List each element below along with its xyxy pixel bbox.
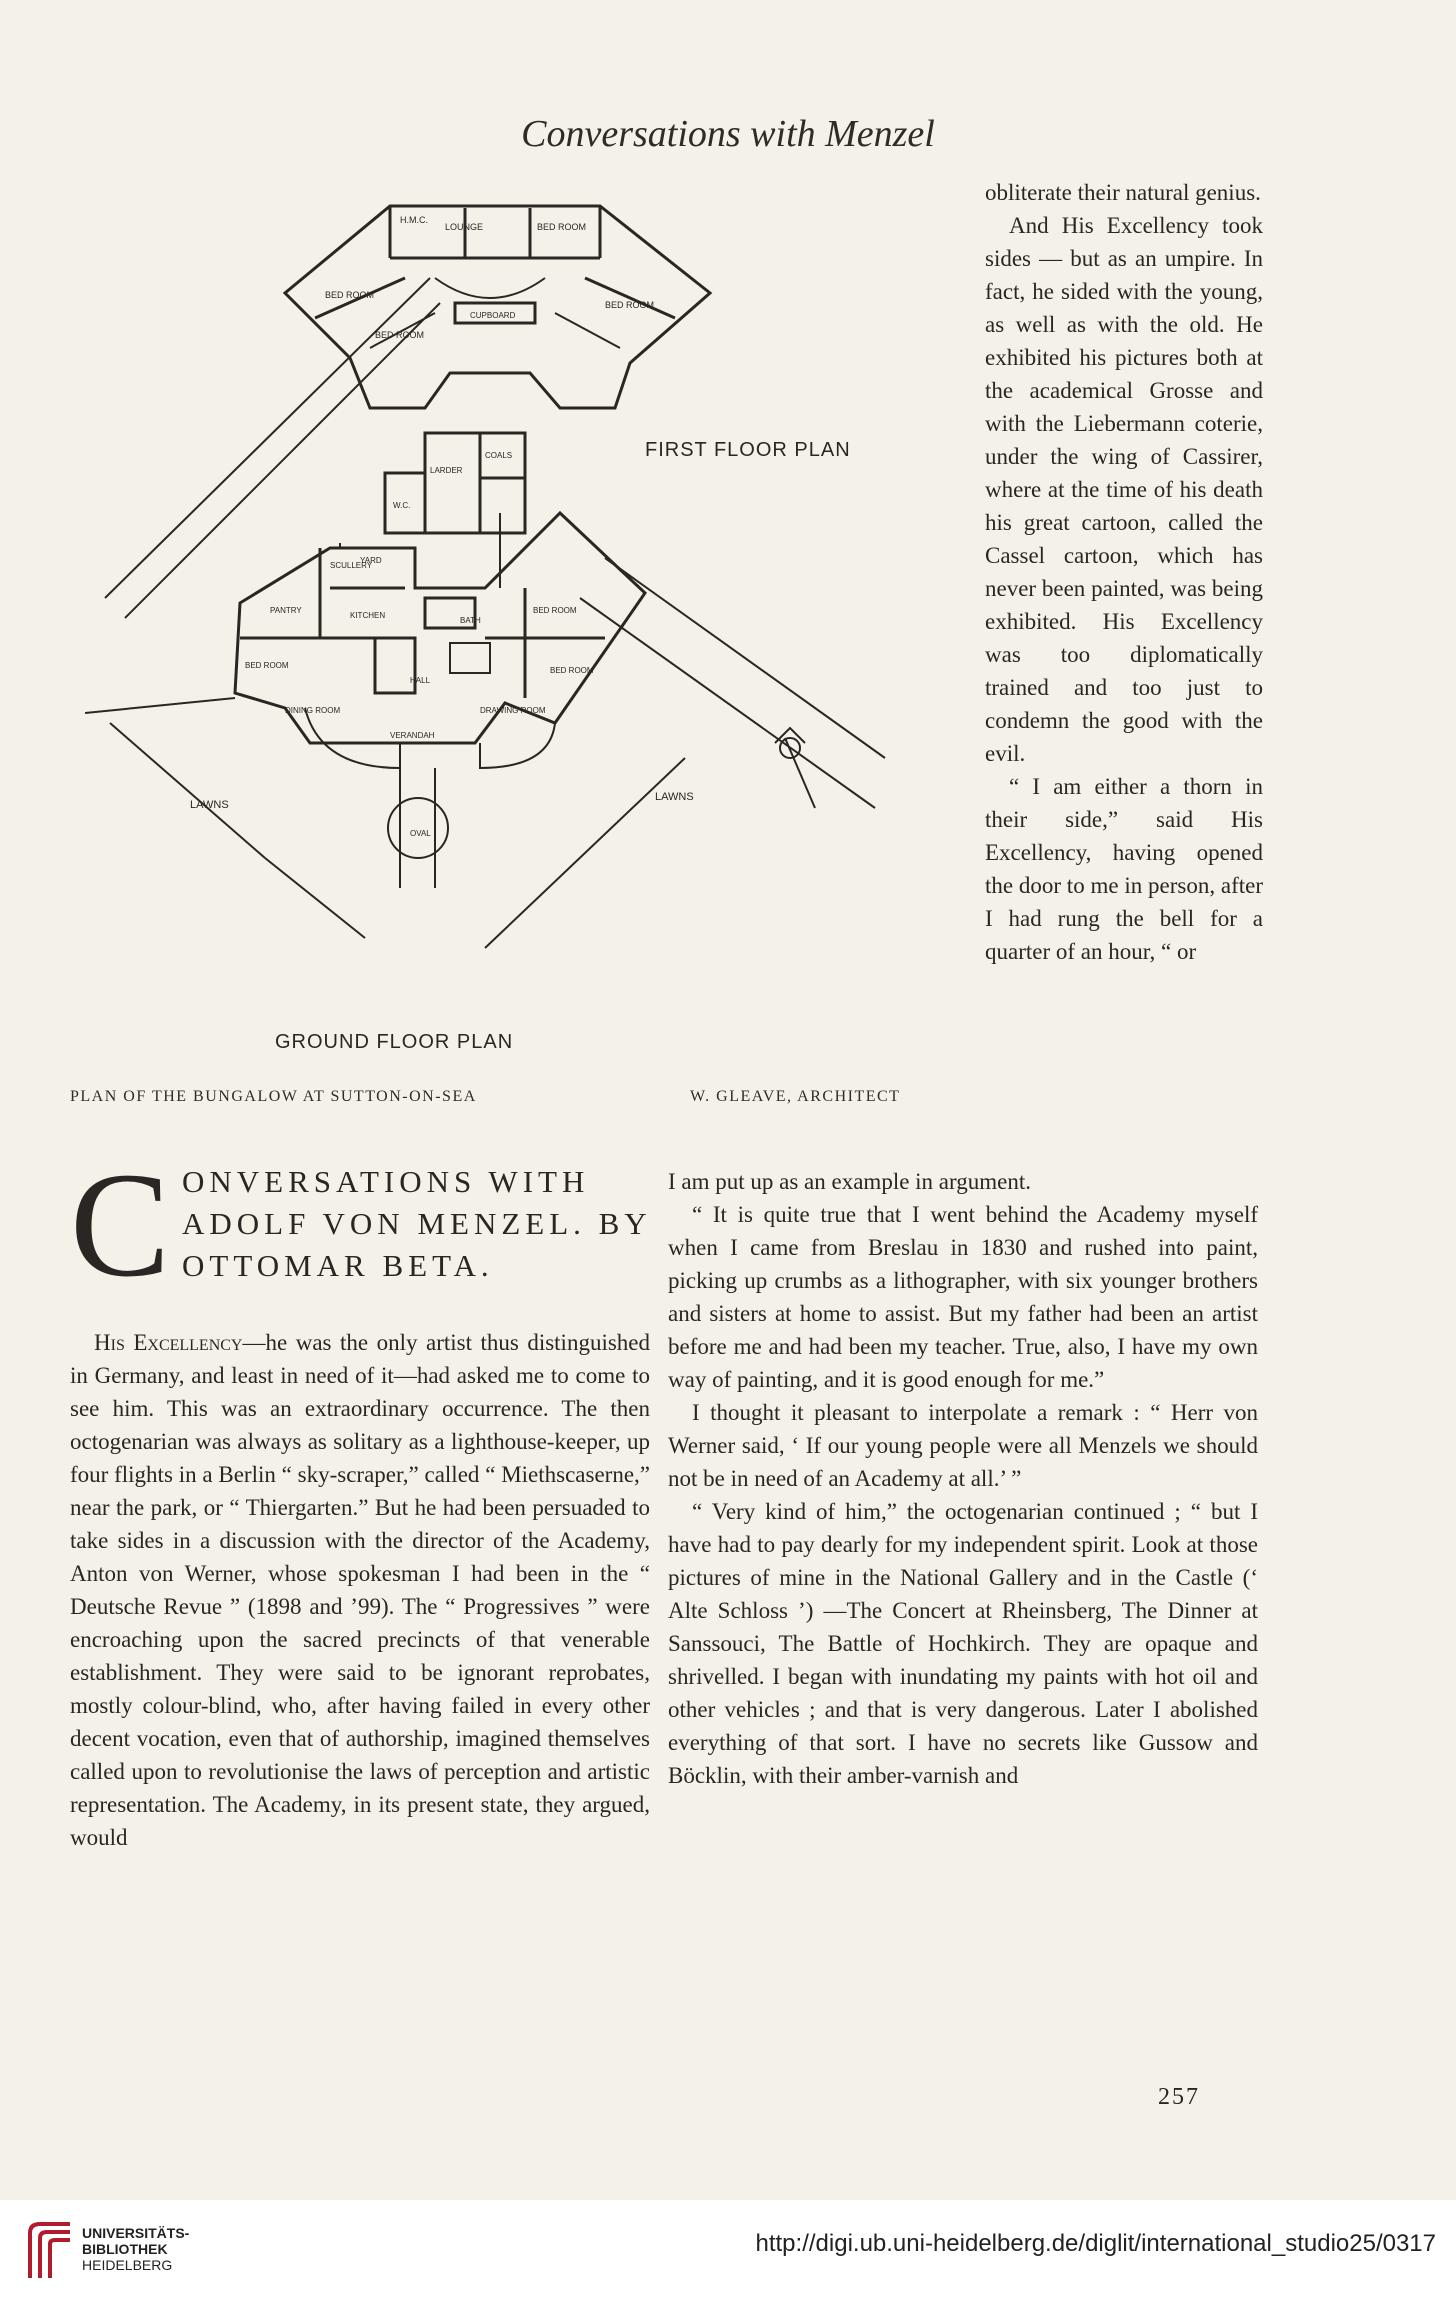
library-logo-icon [20, 2218, 80, 2286]
outbuildings [385, 433, 525, 533]
room-label-cupboard: CUPBOARD [470, 311, 516, 320]
title-line-1: ONVERSATIONS WITH [182, 1164, 590, 1199]
room-label-bed-2: BED ROOM [325, 290, 375, 300]
paragraph [70, 1326, 650, 1854]
paragraph: “ It is quite true that I went behind the Academy myself when I came from Breslau in 1830 and rushed into paint, picking up crumbs as a lithographer, with six younger brothers and sisters at home to assist. But my father had been an artist before me and had been my teacher. True, also, I have my own way of painting, and it is good enough for me.” [668, 1202, 1258, 1392]
paragraph: “ I am either a thorn in their side,” said His Excellency, having opened the door to me in person, after I had rung the bell for a quarter of an hour, “ or [985, 774, 1263, 964]
room-label-kitchen: KITCHEN [350, 611, 386, 620]
left-column [70, 1326, 650, 1854]
room-label-hmc: H.M.C. [400, 215, 428, 225]
title-line-2: ADOLF VON MENZEL. BY [182, 1206, 652, 1241]
room-label-bed-g3: BED ROOM [550, 666, 594, 675]
title-line-3: OTTOMAR BETA. [182, 1248, 494, 1283]
lead-in: His Excellency [94, 1330, 243, 1355]
room-label-dining: DINING ROOM [285, 706, 341, 715]
room-label-bath: BATH [460, 616, 481, 625]
room-label-oval: OVAL [410, 829, 431, 838]
room-label-bed-g2: BED ROOM [533, 606, 577, 615]
page-number: 257 [1158, 2084, 1200, 2110]
right-column [668, 1165, 1258, 1792]
room-label-larder: LARDER [430, 466, 463, 475]
library-name-line: HEIDELBERG [82, 2257, 173, 2273]
ground-floor-plan [235, 513, 645, 888]
lawns-label-left: LAWNS [190, 799, 229, 811]
room-label-bed-3: BED ROOM [375, 330, 425, 340]
room-label-drawing: DRAWING ROOM [480, 706, 546, 715]
paragraph: obliterate their natural genius. [985, 180, 1261, 205]
room-label-yard: YARD [360, 556, 382, 565]
caption-left: PLAN OF THE BUNGALOW AT SUTTON-ON-SEA [70, 1088, 477, 1105]
library-name-line: BIBLIOTHEK [82, 2241, 168, 2257]
room-label-bed-4: BED ROOM [605, 300, 655, 310]
paragraph: I thought it pleasant to interpolate a remark : “ Herr von Werner said, ‘ If our young people were all Menzels we should not be in need of an Academy at all.’ ” [668, 1400, 1258, 1491]
room-label-bed-1: BED ROOM [537, 222, 587, 232]
drop-cap: C [70, 1142, 171, 1308]
room-label-scullery: SCULLERY [330, 561, 373, 570]
room-label-lounge: LOUNGE [445, 222, 484, 232]
room-label-hall: HALL [410, 676, 431, 685]
floor-plan-illustration [85, 168, 955, 1078]
paragraph-text: —he was the only artist thus distinguished in Germany, and least in need of it—had asked me to come to see him. This was an extraordinary occurrence. The then octogenarian was always as solitary as a lighthouse-keeper, up four flights in a Berlin “ sky-scraper,” called “ Miethscaserne,” near the park, or “ Thiergarten.” But he had been persuaded to take sides in a discussion with the director of the Academy, Anton von Werner, whose spokesman I had been in the “ Deutsche Revue ” (1898 and ’99). The “ Progressives ” were encroaching upon the sacred precincts of that venerable establishment. They were said to be ignorant reprobates, mostly colour-blind, who, after having failed in every other decent vocation, even that of authorship, imagined themselves called upon to revolutionise the laws of perception and artistic representation. The Academy, in its present state, they argued, would [70, 1330, 650, 1850]
room-label-coals: COALS [485, 451, 513, 460]
library-name [82, 2225, 189, 2273]
paragraph: I am put up as an example in argument. [668, 1169, 1032, 1194]
room-label-pantry: PANTRY [270, 606, 302, 615]
paragraph: “ Very kind of him,” the octogenarian continued ; “ but I have had to pay dearly for my independent spirit. Look at those pictures of mine in the National Gallery and in the Castle (‘ Alte Schloss ’) —The Concert at Rheinsberg, The Dinner at Sanssouci, The Battle of Hochkirch. They are opaque and shrivelled. I began with inundating my paints with hot oil and other vehicles ; and that is very dangerous. Later I abolished everything of that sort. I have no secrets like Gussow and Böcklin, with their amber-varnish and [668, 1499, 1258, 1788]
article-title [70, 1142, 652, 1308]
footer-bar [0, 2200, 1456, 2307]
room-label-bed-g1: BED ROOM [245, 661, 289, 670]
lawns-label-right: LAWNS [655, 791, 694, 803]
room-label-verandah: VERANDAH [390, 731, 435, 740]
right-narrow-column [985, 176, 1263, 968]
first-floor-label: FIRST FLOOR PLAN [645, 439, 851, 461]
ground-floor-label: GROUND FLOOR PLAN [275, 1031, 514, 1053]
caption-right: W. GLEAVE, ARCHITECT [690, 1088, 901, 1105]
source-url[interactable]: http://digi.ub.uni-heidelberg.de/diglit/international_studio25/0317 [755, 2230, 1436, 2257]
room-label-wc: W.C. [393, 501, 411, 510]
library-name-line: UNIVERSITÄTS- [82, 2225, 190, 2241]
paragraph: And His Excellency took sides — but as an umpire. In fact, he sided with the young, as well as with the old. He exhibited his pictures both at the academical Grosse and with the Liebermann coterie, under the wing of Cassirer, where at the time of his death his great cartoon, called the Cassel cartoon, which has never been painted, was being exhibited. His Excellency was too diplomatically trained and too just to condemn the good with the evil. [985, 213, 1263, 766]
running-head: Conversations with Menzel [521, 113, 935, 155]
